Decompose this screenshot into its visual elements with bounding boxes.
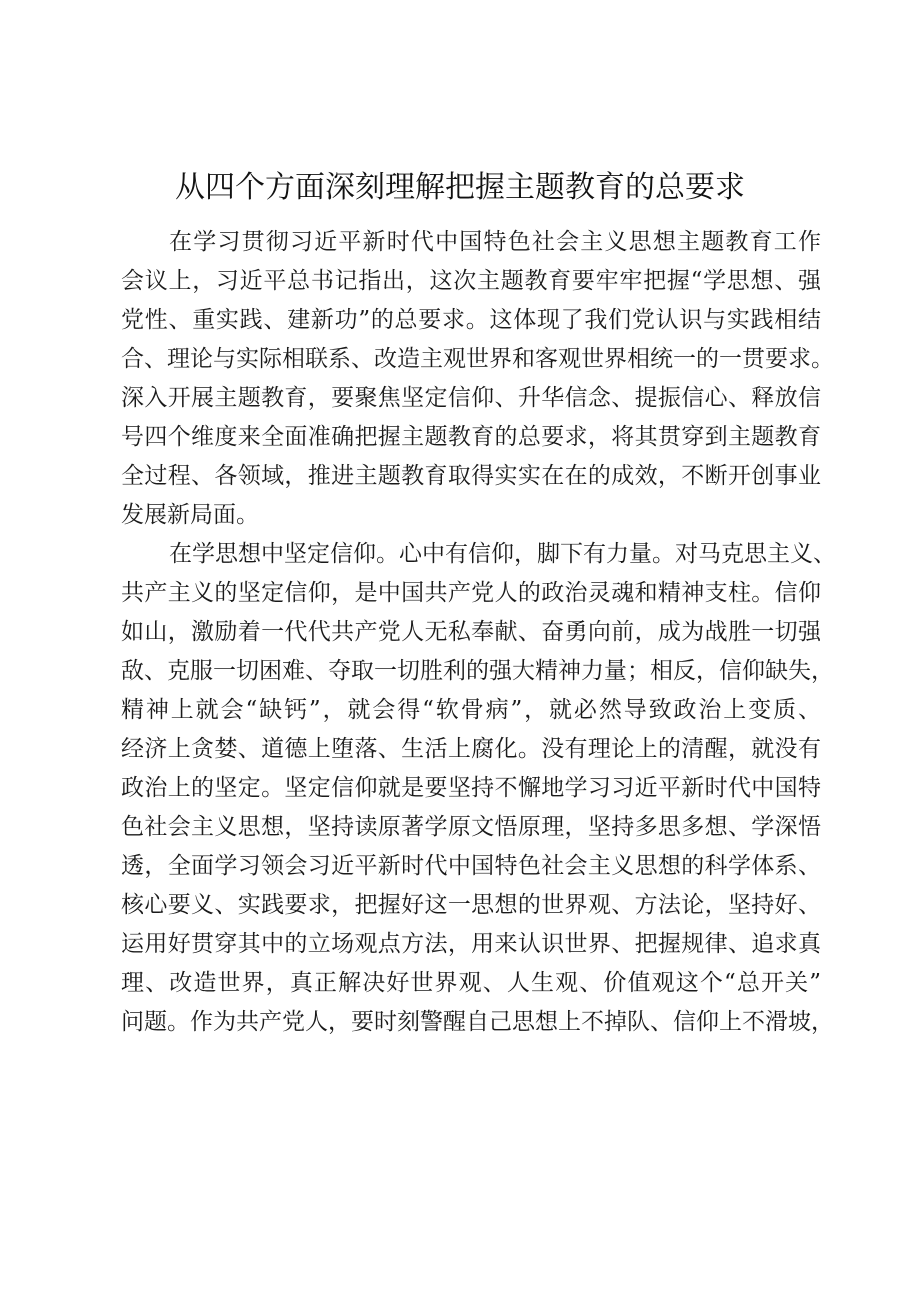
text-line: 问题。作为共产党人，要时刻警醒自己思想上不掉队、信仰上不滑坡，	[121, 1009, 834, 1035]
text-line: 经济上贪婪、道德上堕落、生活上腐化。没有理论上的清醒，就没有	[121, 736, 821, 762]
text-line: 会议上，习近平总书记指出，这次主题教育要牢牢把握“学思想、强	[121, 268, 821, 294]
text-line: 合、理论与实际相联系、改造主观世界和客观世界相统一的一贯要求。	[121, 346, 834, 372]
text-line: 政治上的坚定。坚定信仰就是要坚持不懈地学习习近平新时代中国特	[121, 775, 821, 801]
text-line: 色社会主义思想，坚持读原著学原文悟原理，坚持多思多想、学深悟	[121, 814, 821, 840]
text-line: 敌、克服一切困难、夺取一切胜利的强大精神力量；相反，信仰缺失，	[121, 658, 834, 684]
text-line: 共产主义的坚定信仰，是中国共产党人的政治灵魂和精神支柱。信仰	[121, 580, 821, 606]
paragraph-1	[121, 223, 834, 535]
text-line: 如山，激励着一代代共产党人无私奉献、奋勇向前，成为战胜一切强	[121, 619, 821, 645]
document-title: 从四个方面深刻理解把握主题教育的总要求	[175, 170, 745, 205]
text-line: 党性、重实践、建新功”的总要求。这体现了我们党认识与实践相结	[121, 307, 821, 333]
text-line: 核心要义、实践要求，把握好这一思想的世界观、方法论，坚持好、	[121, 892, 821, 918]
text-line: 深入开展主题教育，要聚焦坚定信仰、升华信念、提振信心、释放信	[121, 385, 821, 411]
text-line: 全过程、各领域，推进主题教育取得实实在在的成效，不断开创事业	[121, 463, 821, 489]
text-line: 在学思想中坚定信仰。心中有信仰，脚下有力量。对马克思主义、	[169, 541, 836, 567]
text-line: 理、改造世界，真正解决好世界观、人生观、价值观这个“总开关”	[121, 970, 821, 996]
text-line: 精神上就会“缺钙”，就会得“软骨病”，就必然导致政治上变质、	[121, 697, 821, 723]
text-line: 发展新局面。	[121, 502, 259, 528]
text-line: 运用好贯穿其中的立场观点方法，用来认识世界、把握规律、追求真	[121, 931, 821, 957]
text-line: 号四个维度来全面准确把握主题教育的总要求，将其贯穿到主题教育	[121, 424, 821, 450]
text-line: 透，全面学习领会习近平新时代中国特色社会主义思想的科学体系、	[121, 853, 821, 879]
paragraph-2	[121, 535, 836, 1042]
document-body	[121, 223, 836, 1042]
text-line: 在学习贯彻习近平新时代中国特色社会主义思想主题教育工作	[169, 229, 821, 255]
